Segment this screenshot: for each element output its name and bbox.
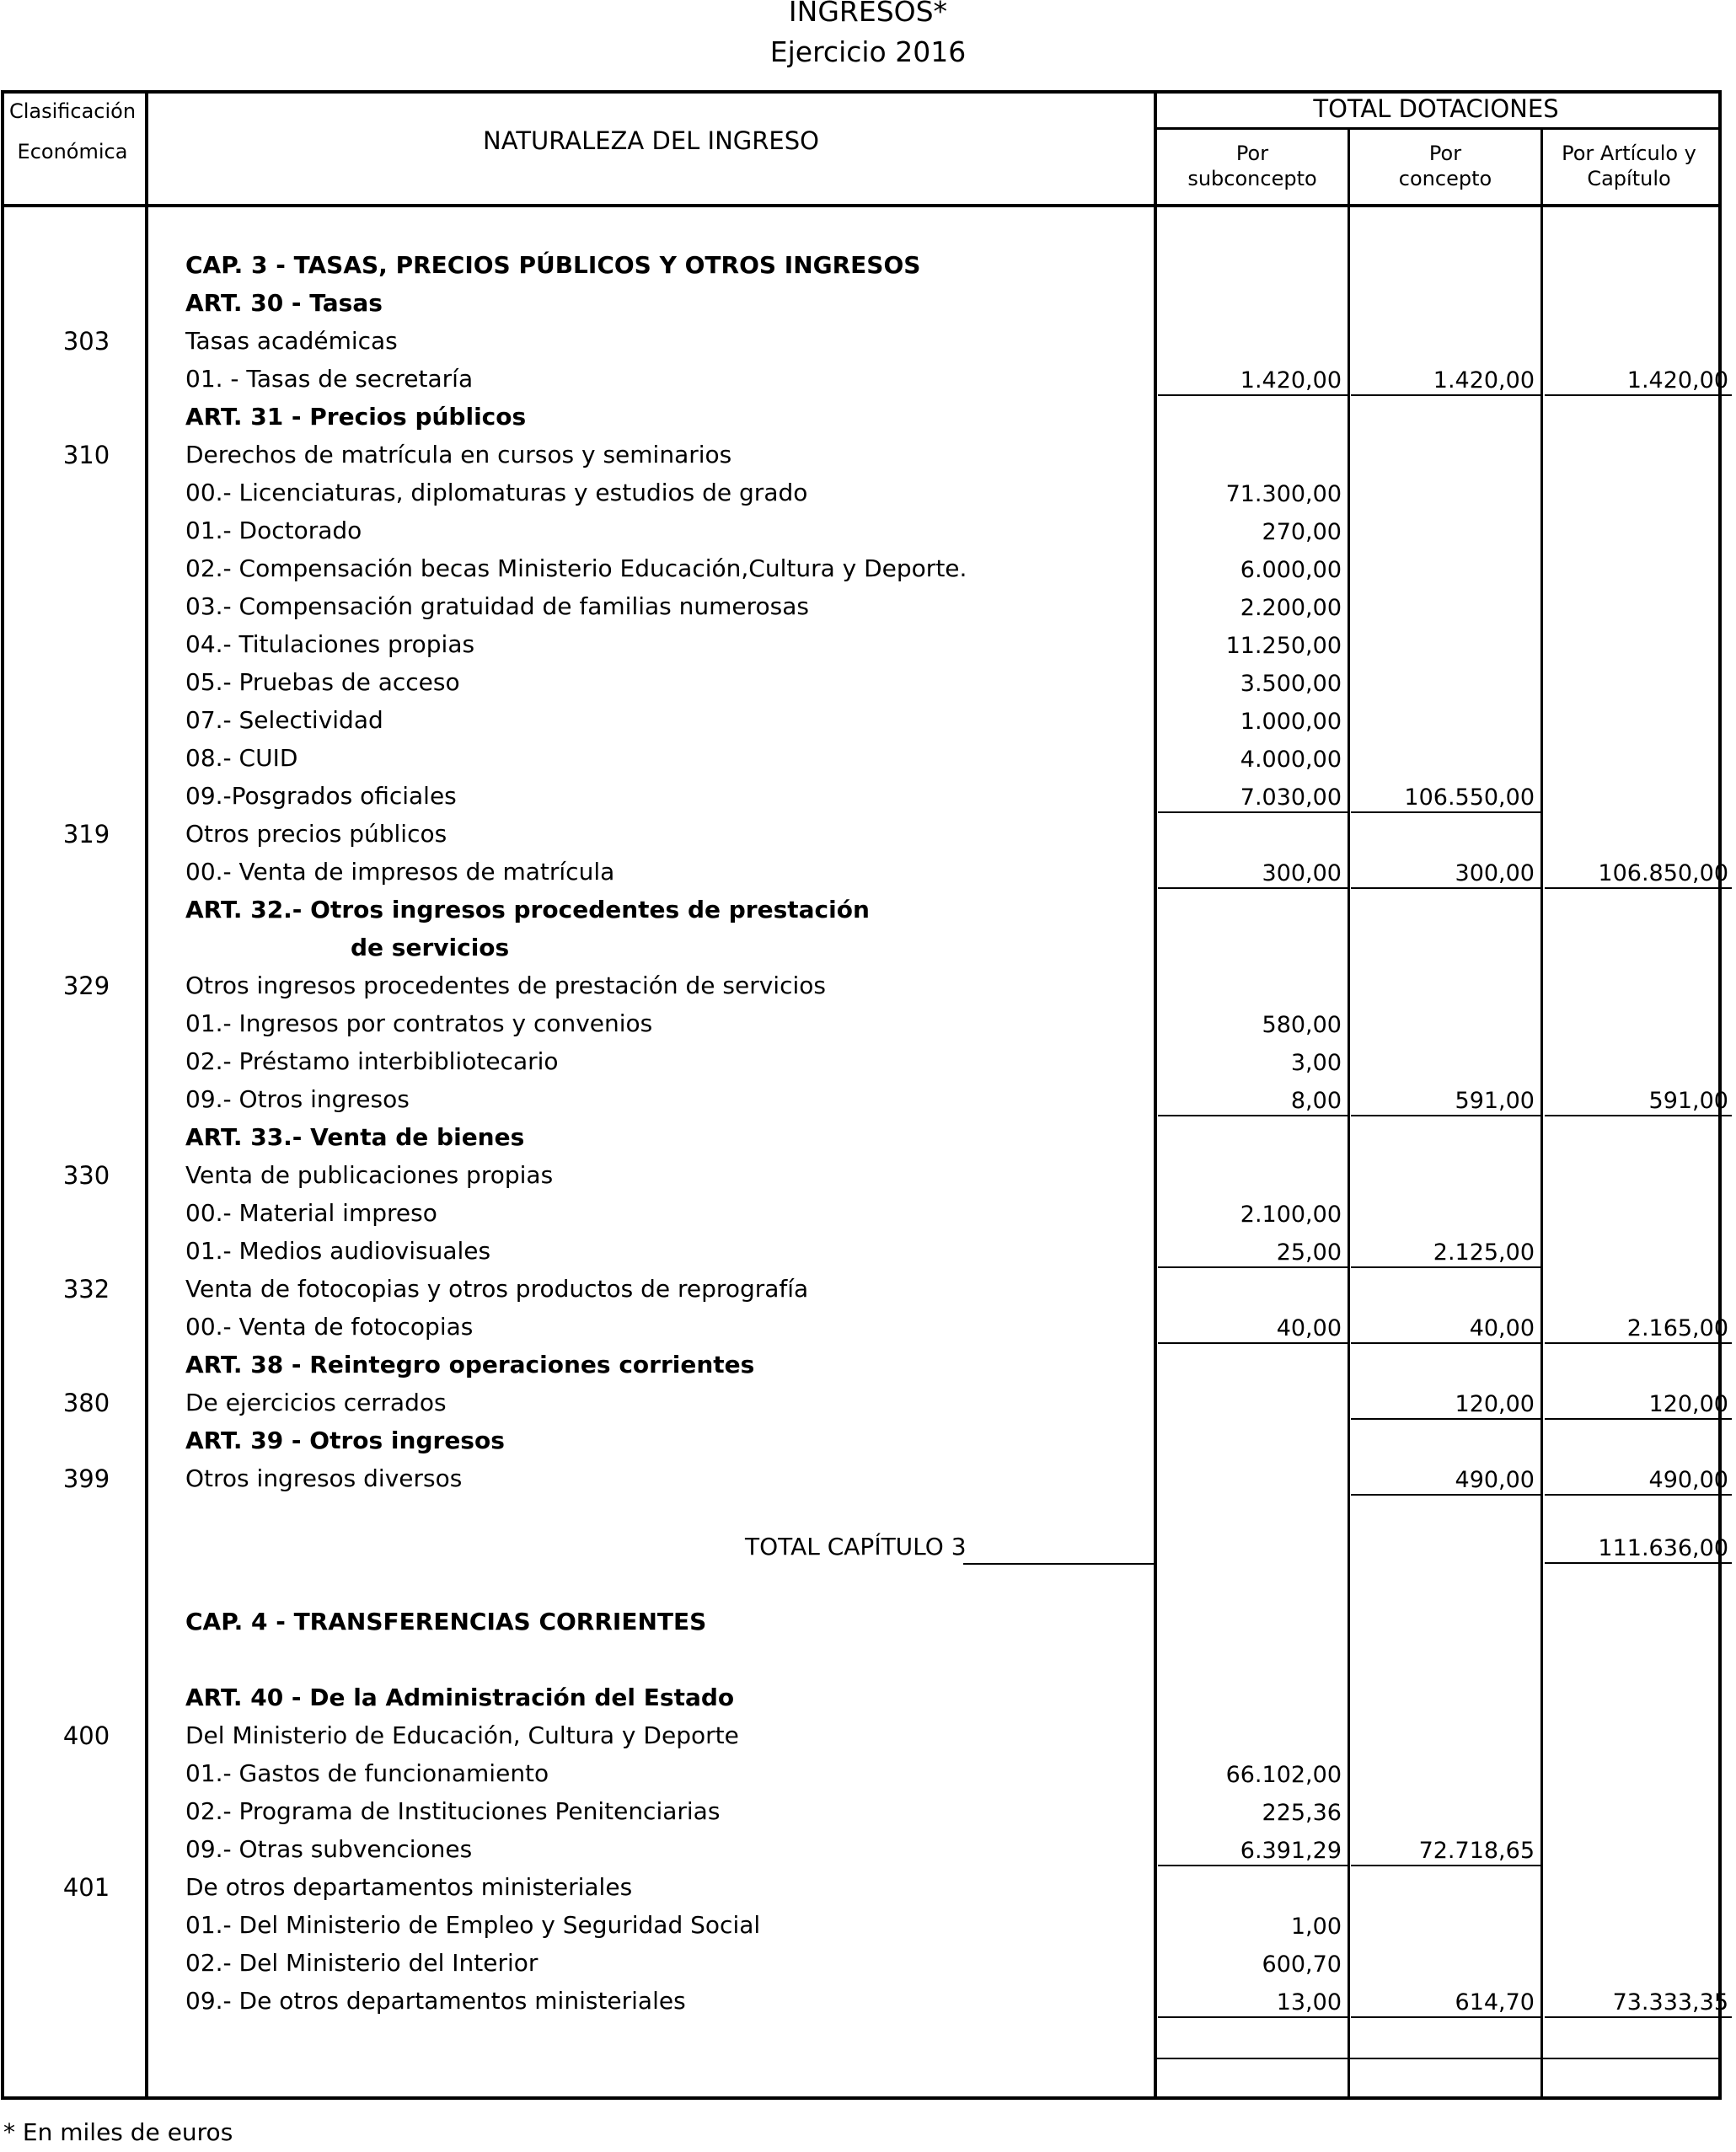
document-title: INGRESOS*	[788, 0, 948, 28]
value-concepto: 490,00	[1455, 1467, 1535, 1493]
sum-underline	[1351, 2016, 1542, 2018]
table-row	[0, 1270, 1736, 1308]
income-description: ART. 40 - De la Administración del Estado	[185, 1684, 735, 1711]
sum-underline	[1158, 394, 1349, 396]
income-description: 08.- CUID	[185, 744, 298, 772]
income-description: 00.- Venta de fotocopias	[185, 1313, 474, 1341]
sum-underline	[1158, 1115, 1349, 1116]
table-row	[0, 1678, 1736, 1716]
sum-underline	[1545, 1562, 1732, 1564]
table-row	[0, 1982, 1736, 2020]
income-description: 04.- Titulaciones propias	[185, 630, 475, 658]
table-row	[0, 1384, 1736, 1421]
sum-underline	[1351, 887, 1542, 889]
table-row	[0, 398, 1736, 436]
income-description: 09.- De otros departamentos ministeriales	[185, 1987, 686, 2015]
header-col2-a: Por	[1428, 142, 1462, 165]
value-subconcepto: 6.391,29	[1240, 1838, 1342, 1864]
income-description: 02.- Préstamo interbibliotecario	[185, 1047, 559, 1075]
value-subconcepto: 8,00	[1290, 1088, 1342, 1114]
header-subline	[1154, 127, 1718, 130]
economic-code: 399	[62, 1464, 110, 1493]
table-row	[0, 1459, 1736, 1497]
value-articulo-capitulo: 111.636,00	[1598, 1535, 1728, 1561]
value-subconcepto: 600,70	[1262, 1951, 1342, 1978]
table-row	[0, 1830, 1736, 1868]
income-description: 03.- Compensación gratuidad de familias numerosas	[185, 592, 810, 620]
income-description: 01.- Medios audiovisuales	[185, 1237, 491, 1265]
value-concepto: 1.420,00	[1433, 367, 1535, 393]
income-description: Otros precios públicos	[185, 820, 447, 848]
income-description: ART. 38 - Reintegro operaciones corrientes	[185, 1351, 755, 1378]
table-row	[0, 246, 1736, 284]
table-row	[0, 284, 1736, 322]
sum-underline	[1158, 1865, 1349, 1866]
header-col1-a: Por	[1235, 142, 1269, 165]
value-subconcepto: 13,00	[1276, 1989, 1342, 2015]
income-description: 02.- Programa de Instituciones Penitenciarias	[185, 1797, 721, 1825]
table-row	[0, 1603, 1736, 1641]
income-description: ART. 33.- Venta de bienes	[185, 1123, 525, 1151]
income-description: 01.- Doctorado	[185, 517, 362, 544]
value-subconcepto: 3.500,00	[1240, 671, 1342, 697]
value-concepto: 591,00	[1455, 1088, 1535, 1114]
sum-underline	[1351, 1418, 1542, 1420]
sum-underline	[1158, 1342, 1349, 1344]
header-clasificacion: Clasificación	[8, 99, 137, 123]
value-articulo-capitulo: 106.850,00	[1598, 860, 1728, 886]
table-row	[0, 436, 1736, 474]
table-row	[0, 1194, 1736, 1232]
income-description: 05.- Pruebas de acceso	[185, 668, 460, 696]
value-articulo-capitulo: 1.420,00	[1626, 367, 1728, 393]
value-articulo-capitulo: 2.165,00	[1626, 1315, 1728, 1341]
income-description: CAP. 3 - TASAS, PRECIOS PÚBLICOS Y OTROS INGRESOS	[185, 251, 921, 279]
income-description: ART. 39 - Otros ingresos	[185, 1427, 505, 1454]
sum-underline	[1545, 1418, 1732, 1420]
value-subconcepto: 71.300,00	[1225, 481, 1342, 507]
income-description: Otros ingresos procedentes de prestación de servicios	[185, 972, 826, 999]
header-economica: Económica	[17, 140, 128, 163]
table-row	[0, 1716, 1736, 1754]
sum-underline	[1351, 1115, 1542, 1116]
sum-underline	[1158, 811, 1349, 813]
economic-code: 380	[62, 1389, 110, 1417]
value-articulo-capitulo: 120,00	[1648, 1391, 1728, 1417]
value-subconcepto: 4.000,00	[1240, 747, 1342, 773]
value-subconcepto: 1.000,00	[1240, 709, 1342, 735]
income-description: Venta de fotocopias y otros productos de reprografía	[185, 1275, 809, 1303]
sum-underline	[1545, 1494, 1732, 1496]
income-description: 01.- Gastos de funcionamiento	[185, 1759, 549, 1787]
table-row	[0, 1042, 1736, 1080]
table-row	[0, 1421, 1736, 1459]
sum-underline	[1545, 1115, 1732, 1116]
sum-underline	[1351, 811, 1542, 813]
income-description: 02.- Compensación becas Ministerio Educación,Cultura y Deporte.	[185, 554, 967, 582]
income-description: Del Ministerio de Educación, Cultura y Deporte	[185, 1721, 739, 1749]
table-row	[0, 1792, 1736, 1830]
sum-underline	[1545, 394, 1732, 396]
sum-underline	[1351, 1494, 1542, 1496]
economic-code: 332	[62, 1275, 110, 1304]
table-row	[0, 511, 1736, 549]
table-row	[0, 587, 1736, 625]
income-description: 09.- Otras subvenciones	[185, 1835, 473, 1863]
value-concepto: 300,00	[1455, 860, 1535, 886]
value-subconcepto: 225,36	[1262, 1800, 1342, 1826]
table-row	[0, 966, 1736, 1004]
economic-code: 329	[62, 972, 110, 1000]
table-row	[0, 625, 1736, 663]
table-row	[0, 360, 1736, 398]
table-row	[0, 815, 1736, 853]
value-articulo-capitulo: 591,00	[1648, 1088, 1728, 1114]
income-description: De otros departamentos ministeriales	[185, 1873, 633, 1901]
value-subconcepto: 40,00	[1276, 1315, 1342, 1341]
income-description: Venta de publicaciones propias	[185, 1161, 554, 1189]
table-bottom-line	[1154, 2058, 1718, 2059]
header-col3-b: Capítulo	[1587, 167, 1671, 190]
value-subconcepto: 7.030,00	[1240, 784, 1342, 811]
income-description: ART. 30 - Tasas	[185, 289, 383, 317]
table-row	[0, 1080, 1736, 1118]
header-bottom-line	[1, 204, 1718, 207]
value-subconcepto: 2.200,00	[1240, 595, 1342, 621]
header-col3-a: Por Artículo y	[1562, 142, 1696, 165]
income-description: 01.- Ingresos por contratos y convenios	[185, 1009, 653, 1037]
sum-underline	[1351, 1865, 1542, 1866]
value-concepto: 72.718,65	[1418, 1838, 1535, 1864]
sum-underline	[1545, 1342, 1732, 1344]
header-col2-b: concepto	[1398, 167, 1492, 190]
sum-underline	[1545, 2016, 1732, 2018]
sum-underline	[1351, 1266, 1542, 1268]
table-row	[0, 1944, 1736, 1982]
value-subconcepto: 2.100,00	[1240, 1202, 1342, 1228]
value-subconcepto: 11.250,00	[1225, 633, 1342, 659]
table-row	[0, 1906, 1736, 1944]
table-row	[0, 891, 1736, 929]
value-subconcepto: 300,00	[1262, 860, 1342, 886]
table-row	[0, 474, 1736, 511]
economic-code: 330	[62, 1161, 110, 1190]
economic-code: 400	[62, 1721, 110, 1750]
sum-underline	[1351, 394, 1542, 396]
header-total-dotaciones: TOTAL DOTACIONES	[1313, 94, 1559, 123]
sum-underline	[1158, 2016, 1349, 2018]
income-description: ART. 32.- Otros ingresos procedentes de prestación	[185, 896, 870, 923]
table-row	[0, 322, 1736, 360]
sum-underline	[1351, 1342, 1542, 1344]
header-col1-b: subconcepto	[1187, 167, 1317, 190]
table-row	[0, 663, 1736, 701]
table-row	[0, 1004, 1736, 1042]
income-description: 01.- Del Ministerio de Empleo y Seguridad Social	[185, 1911, 761, 1939]
income-description: 02.- Del Ministerio del Interior	[185, 1949, 538, 1977]
table-row	[0, 1528, 1736, 1566]
income-description: 00.- Venta de impresos de matrícula	[185, 858, 615, 886]
value-subconcepto: 3,00	[1290, 1050, 1342, 1076]
table-row	[0, 853, 1736, 891]
total-leader-line	[963, 1563, 1154, 1565]
economic-code: 303	[62, 327, 110, 356]
value-subconcepto: 580,00	[1262, 1012, 1342, 1038]
value-subconcepto: 66.102,00	[1225, 1762, 1342, 1788]
table-row	[0, 1156, 1736, 1194]
table-row	[0, 739, 1736, 777]
table-row	[0, 777, 1736, 815]
table-row	[0, 1754, 1736, 1792]
economic-code: 319	[62, 820, 110, 848]
income-description: de servicios	[351, 934, 510, 961]
economic-code: 401	[62, 1873, 110, 1902]
table-row	[0, 701, 1736, 739]
value-concepto: 614,70	[1455, 1989, 1535, 2015]
value-articulo-capitulo: 490,00	[1648, 1467, 1728, 1493]
income-description: 00.- Licenciaturas, diplomaturas y estudios de grado	[185, 479, 808, 506]
value-concepto: 120,00	[1455, 1391, 1535, 1417]
footnote: * En miles de euros	[3, 2118, 233, 2146]
income-description: Derechos de matrícula en cursos y seminarios	[185, 441, 732, 468]
sum-underline	[1545, 887, 1732, 889]
income-description: De ejercicios cerrados	[185, 1389, 447, 1416]
table-row	[0, 1346, 1736, 1384]
income-description: CAP. 4 - TRANSFERENCIAS CORRIENTES	[185, 1608, 707, 1635]
value-subconcepto: 1.420,00	[1240, 367, 1342, 393]
value-concepto: 2.125,00	[1433, 1239, 1535, 1266]
income-description: TOTAL CAPÍTULO 3	[745, 1533, 967, 1560]
income-description: 09.- Otros ingresos	[185, 1085, 410, 1113]
income-description: ART. 31 - Precios públicos	[185, 403, 527, 431]
sum-underline	[1158, 887, 1349, 889]
header-naturaleza: NATURALEZA DEL INGRESO	[483, 126, 819, 155]
income-description: 07.- Selectividad	[185, 706, 383, 734]
value-subconcepto: 6.000,00	[1240, 557, 1342, 583]
income-description: Tasas académicas	[185, 327, 398, 355]
value-articulo-capitulo: 73.333,35	[1612, 1989, 1728, 2015]
table-row	[0, 1232, 1736, 1270]
income-description: 01. - Tasas de secretaría	[185, 365, 474, 393]
value-subconcepto: 1,00	[1290, 1914, 1342, 1940]
sum-underline	[1158, 1266, 1349, 1268]
income-description: 09.-Posgrados oficiales	[185, 782, 457, 810]
economic-code: 310	[62, 441, 110, 469]
document-subtitle: Ejercicio 2016	[769, 35, 967, 68]
value-subconcepto: 270,00	[1262, 519, 1342, 545]
income-description: Otros ingresos diversos	[185, 1464, 463, 1492]
table-row	[0, 1868, 1736, 1906]
value-concepto: 40,00	[1469, 1315, 1535, 1341]
table-row	[0, 929, 1736, 966]
value-concepto: 106.550,00	[1404, 784, 1535, 811]
value-subconcepto: 25,00	[1276, 1239, 1342, 1266]
table-row	[0, 549, 1736, 587]
table-row	[0, 1118, 1736, 1156]
table-row	[0, 1308, 1736, 1346]
income-description: 00.- Material impreso	[185, 1199, 437, 1227]
